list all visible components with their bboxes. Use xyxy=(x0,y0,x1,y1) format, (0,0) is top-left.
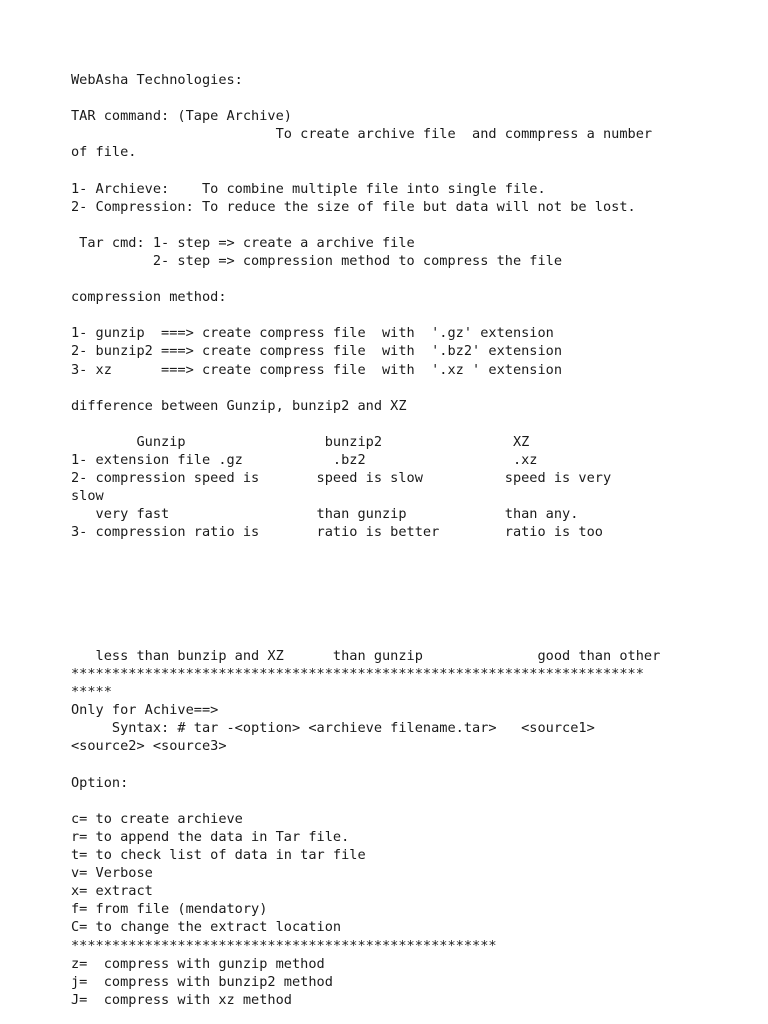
document-text-top: WebAsha Technologies: TAR command: (Tape Archive) To create archive file and commpress a number of file. 1- Archieve: To combine multiple file into single file. 2- Compression: To reduce the size of file but data will not be lost. Tar cmd: 1- step => create a archive file 2- step => compression method to compress the file compression method: 1- gunzip ===> create compress file with '.gz' extension 2- bunzip2 ===> create compress file with '.bz2' extension 3- xz ===> create compress file with '.xz ' extension difference between Gunzip, bunzip2 and XZ Gunzip bunzip2 XZ 1- extension file .gz .bz2 .xz 2- compression speed is speed is slow speed is very slow very fast than gunzip than any. 3- compression ratio is ratio is better ratio is too xyxy=(71,72,653,541)
document-text-bottom: less than bunzip and XZ than gunzip good than other ********************************************************************** ***** Only for Achive==> Syntax: # tar -<option> <archieve filename.tar> <source1> <source2> <source3> Option: c= to create archieve r= to append the data in Tar file. t= to check list of data in tar file v= Verbose x= extract f= from file (mendatory) C= to change the extract location **************************************************** z= compress with gunzip method j= compress with bunzip2 method J= compress with xz method xyxy=(71,648,661,1008)
